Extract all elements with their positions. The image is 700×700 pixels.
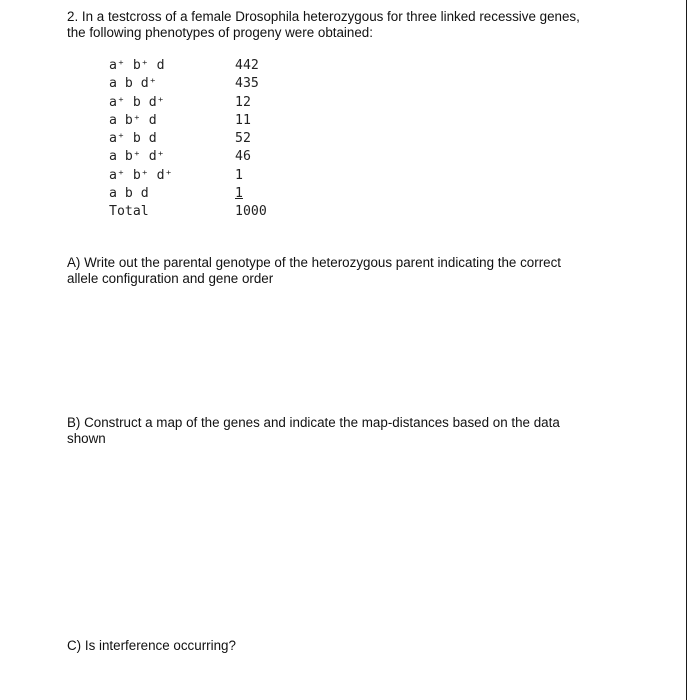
part-a-question	[67, 255, 607, 287]
count-cell: 52	[235, 131, 251, 147]
count-cell: 1	[235, 186, 243, 202]
count-cell: 1	[235, 167, 243, 183]
count-cell: 435	[235, 76, 259, 92]
genotype-cell: a b⁺ d⁺	[109, 149, 165, 165]
genotype-cell: a⁺ b d	[109, 131, 157, 147]
part-b-question	[67, 415, 607, 447]
genotype-cell: a⁺ b⁺ d	[109, 58, 165, 73]
question-line-1: 2. In a testcross of a female Drosophila heterozygous for three linked recessive genes,	[67, 9, 580, 24]
part-a-line-2: allele configuration and gene order	[67, 271, 274, 286]
genotype-cell: a⁺ b⁺ d⁺	[109, 167, 173, 183]
count-cell: 12	[235, 94, 251, 110]
part-b-line-2: shown	[67, 431, 106, 446]
question-line-2: the following phenotypes of progeny were obtained:	[67, 25, 373, 40]
question-title	[67, 9, 627, 41]
total-label: Total	[109, 204, 149, 220]
total-value: 1000	[235, 204, 267, 220]
part-c-question	[67, 638, 607, 654]
count-cell: 46	[235, 149, 251, 165]
count-cell: 442	[235, 58, 259, 73]
count-cell: 11	[235, 112, 251, 128]
genotype-cell: a b d	[109, 186, 149, 202]
part-b-line-1: B) Construct a map of the genes and indicate the map-distances based on the data	[67, 415, 560, 430]
genotype-cell: a b d⁺	[109, 76, 157, 92]
part-a-line-1: A) Write out the parental genotype of the heterozygous parent indicating the correct	[67, 255, 562, 270]
part-c-line-1: C) Is interference occurring?	[67, 638, 236, 653]
genotype-cell: a b⁺ d	[109, 112, 157, 128]
genotype-cell: a⁺ b d⁺	[109, 94, 165, 110]
